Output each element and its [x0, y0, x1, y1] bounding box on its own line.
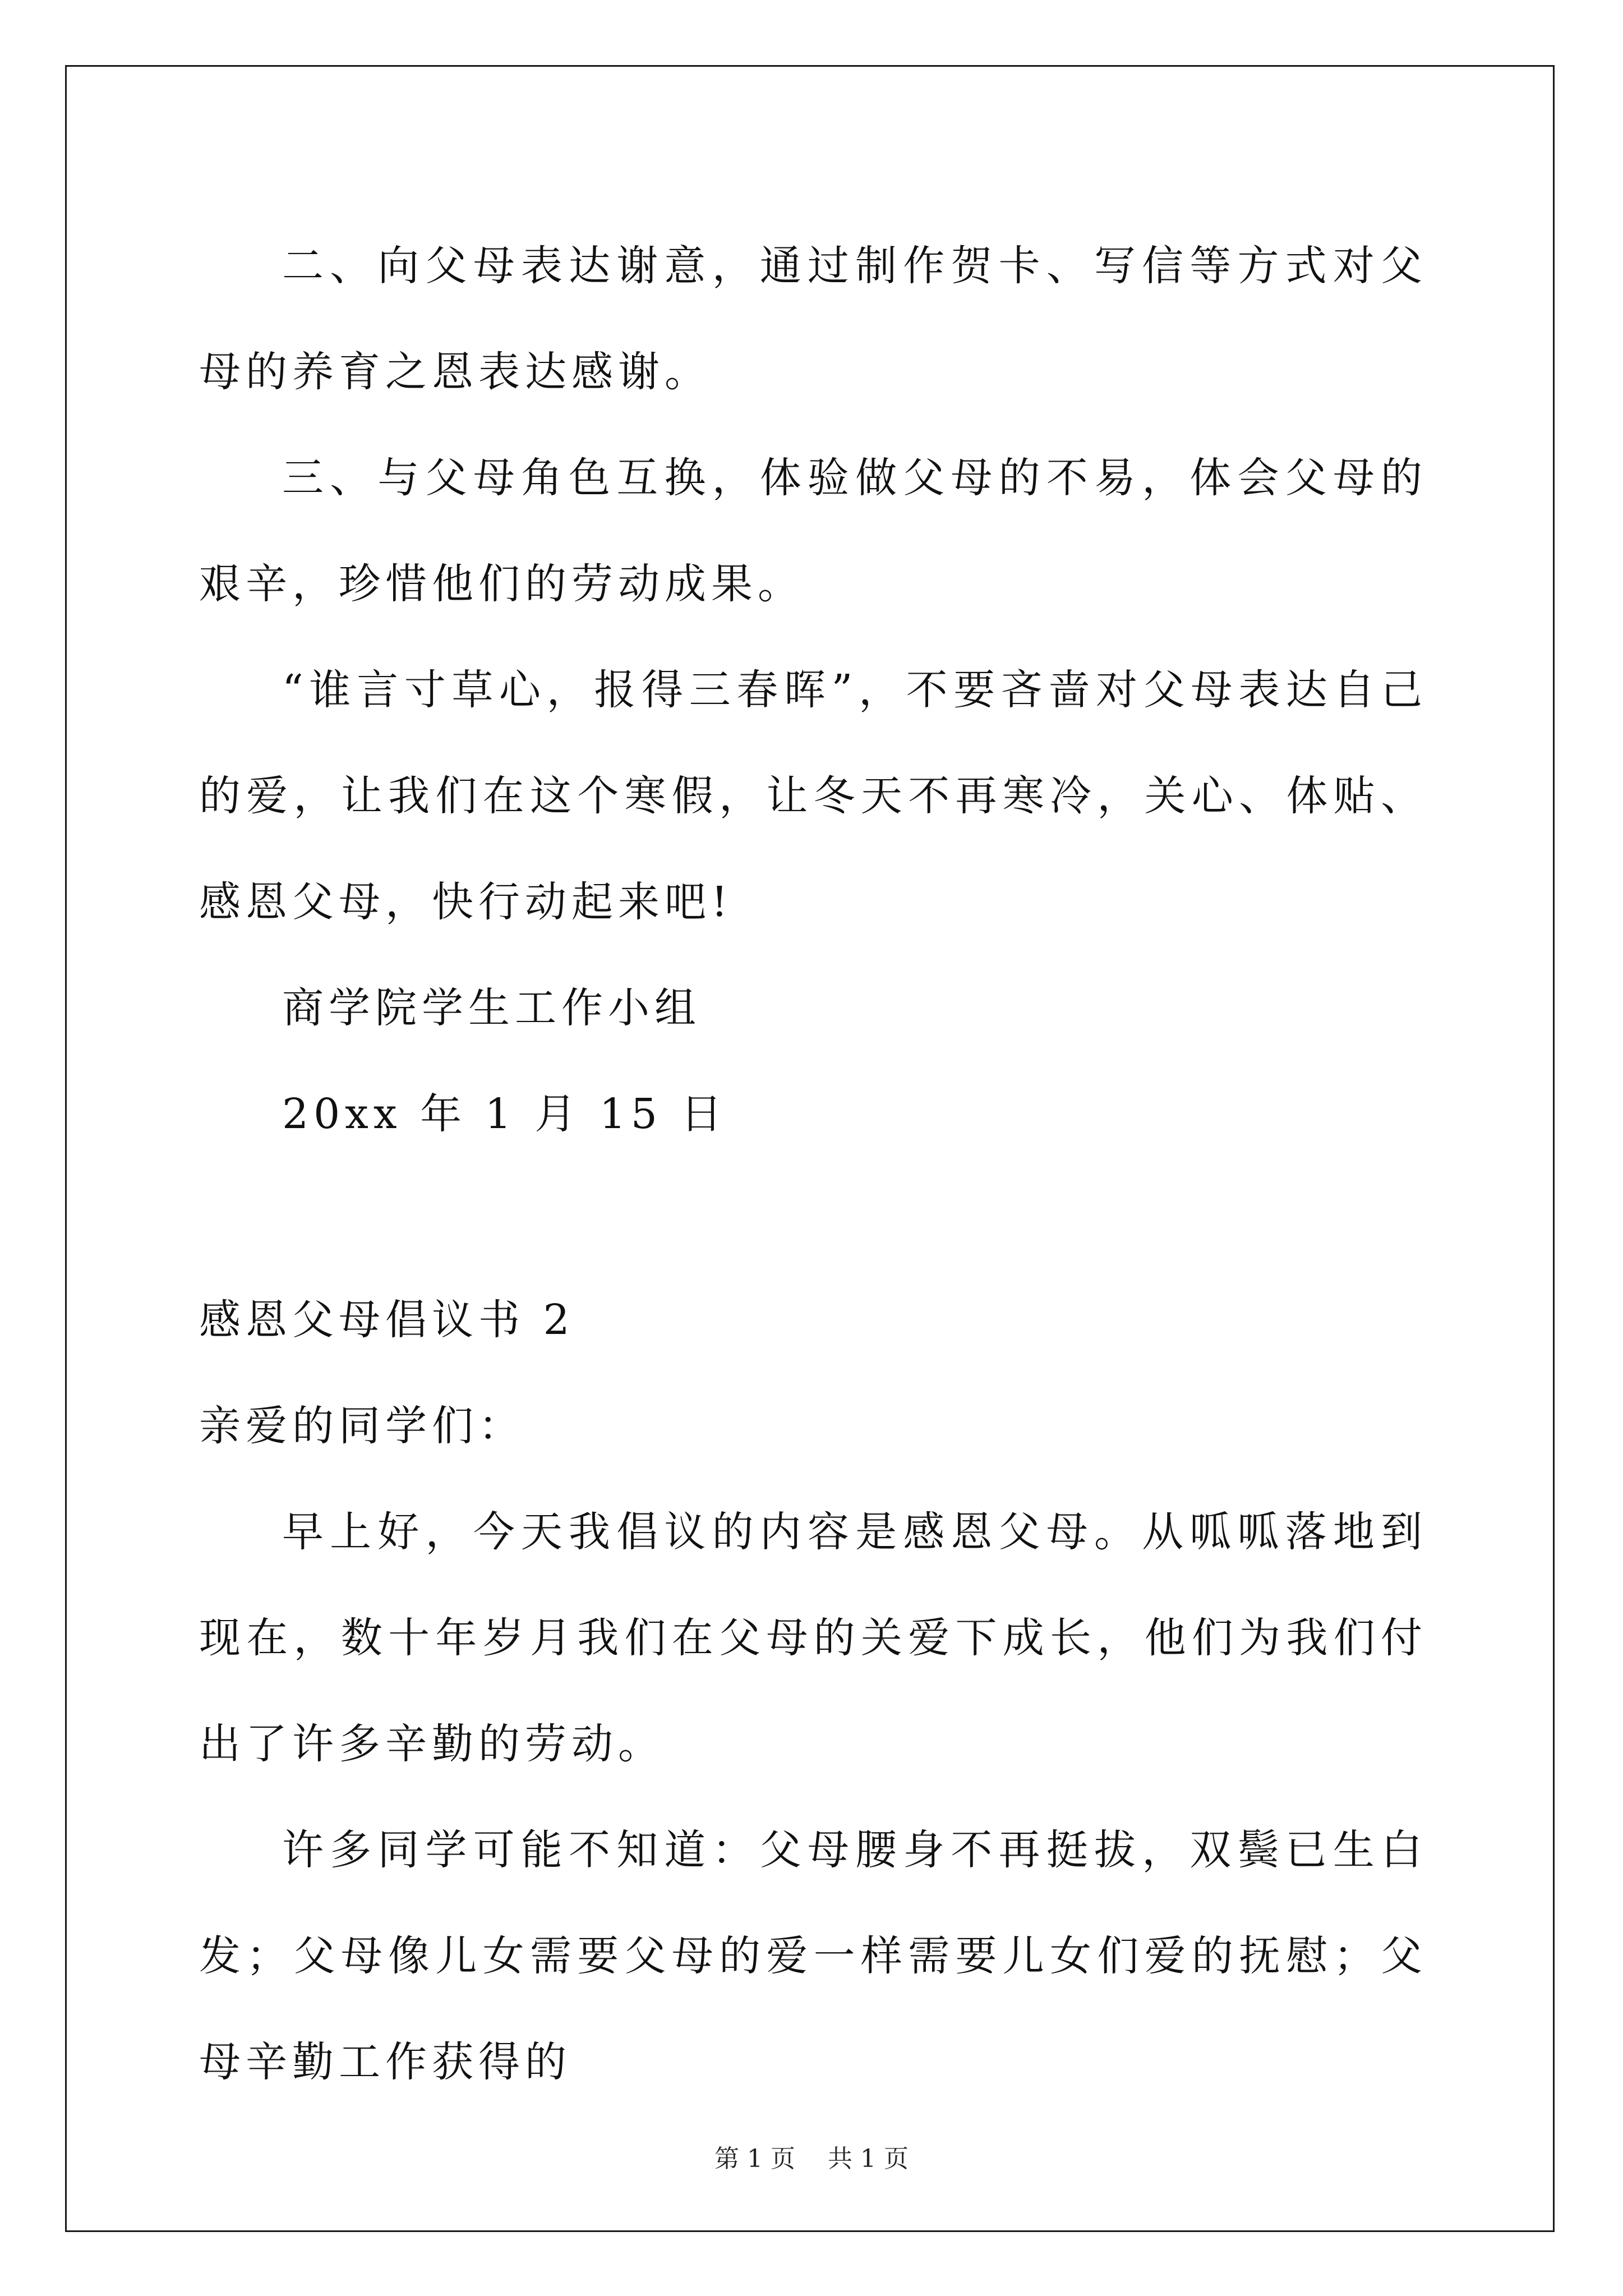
section-spacer: [199, 1167, 1427, 1267]
salutation: 亲爱的同学们：: [199, 1402, 525, 1450]
paragraph-call-to-action: “谁言寸草心，报得三春晖”，不要吝啬对父母表达自己的爱，让我们在这个寒假，让冬天不再寒冷，关心、体贴、感恩父母，快行动起来吧!: [199, 666, 1427, 926]
paragraph-parents-care: 许多同学可能不知道：父母腰身不再挺拔，双鬓已生白发；父母像儿女需要父母的爱一样需要儿女们爱的抚慰；父母辛勤工作获得的: [199, 1826, 1427, 2086]
page-total: 共 1 页: [828, 2145, 909, 2173]
paragraph-greeting: 早上好，今天我倡议的内容是感恩父母。从呱呱落地到现在，数十年岁月我们在父母的关爱下成长，他们为我们付出了许多辛勤的劳动。: [199, 1508, 1427, 1768]
paragraph-role-swap: 三、与父母角色互换，体验做父母的不易，体会父母的艰辛，珍惜他们的劳动成果。: [199, 454, 1427, 608]
page-footer: [0, 2138, 1623, 2174]
signature-date: 20xx 年 1 月 15 日: [282, 1090, 727, 1138]
paragraph-thanks-cards: 二、向父母表达谢意，通过制作贺卡、写信等方式对父母的养育之恩表达感谢。: [199, 242, 1427, 396]
section-title: 感恩父母倡议书 2: [199, 1296, 575, 1344]
signature-organization: 商学院学生工作小组: [282, 984, 701, 1032]
page-number: 第 1 页: [714, 2145, 795, 2173]
document-body: [199, 213, 1427, 2115]
